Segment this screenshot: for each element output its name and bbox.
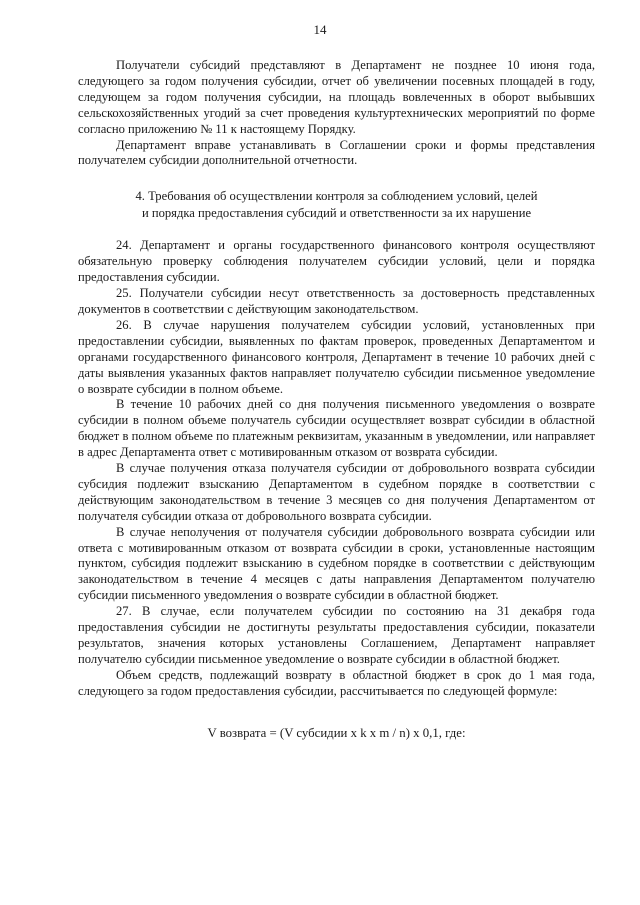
paragraph-item-27: 27. В случае, если получателем субсидии по состоянию на 31 декабря года предоставления субсидии не достигнуты результаты предоставления субсидии, показатели результатов, значения которых установлены Соглашением, Департамент направляет получателю субсидии письменное уведомление о возврате субсидии в областной бюджет. — [78, 604, 595, 666]
section-heading-line-1: 4. Требования об осуществлении контроля за соблюдением условий, целей — [135, 189, 538, 204]
section-heading-line-2: и порядка предоставления субсидий и ответственности за их нарушение — [141, 205, 532, 220]
paragraph-no-response-recovery: В случае неполучения от получателя субсидии добровольного возврата субсидии или ответа с мотивированным отказом от возврата субсидии в сроки, установленные настоящим пунктом, субсидия подлежит взысканию в судебном порядке в соответствии с действующим законодательством в течение 4 месяцев с даты направления Департаментом получателю субсидии письменного уведомления о возврате субсидии в областной бюджет. — [78, 524, 595, 603]
paragraph-item-24: 24. Департамент и органы государственного финансового контроля осуществляют обязательную проверку соблюдения получателем субсидии условий, цели и порядка предоставления субсидии. — [78, 238, 595, 285]
paragraph-report-deadline: Получатели субсидий представляют в Департамент не позднее 10 июня года, следующего за годом получения субсидии, отчет об увеличении посевных площадей в году, следующем за годом получения субсидии, на площадь вовлеченных в оборот выбывших сельскохозяйственных угодий за счет проведения культуртехнических мероприятий по форме согласно приложению № 11 к настоящему Порядку. — [78, 58, 595, 136]
paragraph-additional-reporting: Департамент вправе устанавливать в Соглашении сроки и формы представления получателем субсидии дополнительной отчетности. — [78, 137, 595, 168]
paragraph-item-25: 25. Получатели субсидии несут ответственность за достоверность представленных документов в соответствии с действующим законодательством. — [78, 286, 595, 316]
document-body — [78, 58, 595, 742]
paragraph-item-26: 26. В случае нарушения получателем субсидии условий, установленных при предоставлении субсидии, выявленных по фактам проверок, проведенных Департаментом и органами государственного финансового контроля, Департамент в течение 10 рабочих дней с даты выявления указанных фактов направляет получателю субсидии письменное уведомление о возврате субсидии в полном объеме. — [78, 317, 595, 396]
paragraph-return-notice: В течение 10 рабочих дней со дня получения письменного уведомления о возврате субсидии в полном объеме получатель субсидии осуществляет возврат субсидии в областной бюджет в полном объеме по платежным реквизитам, указанным в уведомлении, или направляет в адрес Департамента ответ с мотивированным отказом от возврата субсидии. — [78, 397, 595, 460]
paragraph-refusal-recovery: В случае получения отказа получателя субсидии от добровольного возврата субсидии субсидия подлежит взысканию Департаментом в судебном порядке в соответствии с действующим законодательством в течение 3 месяцев со дня получения Департаментом от получателя субсидии отказа от добровольного возврата субсидии. — [78, 461, 595, 523]
section-heading — [78, 188, 595, 221]
formula: V возврата = (V субсидии x k x m / n) x 0,1, где: — [207, 725, 466, 740]
page-number: 14 — [313, 22, 327, 37]
paragraph-return-volume: Объем средств, подлежащий возврату в областной бюджет в срок до 1 мая года, следующего за годом предоставления субсидии, рассчитывается по следующей формуле: — [78, 667, 595, 698]
